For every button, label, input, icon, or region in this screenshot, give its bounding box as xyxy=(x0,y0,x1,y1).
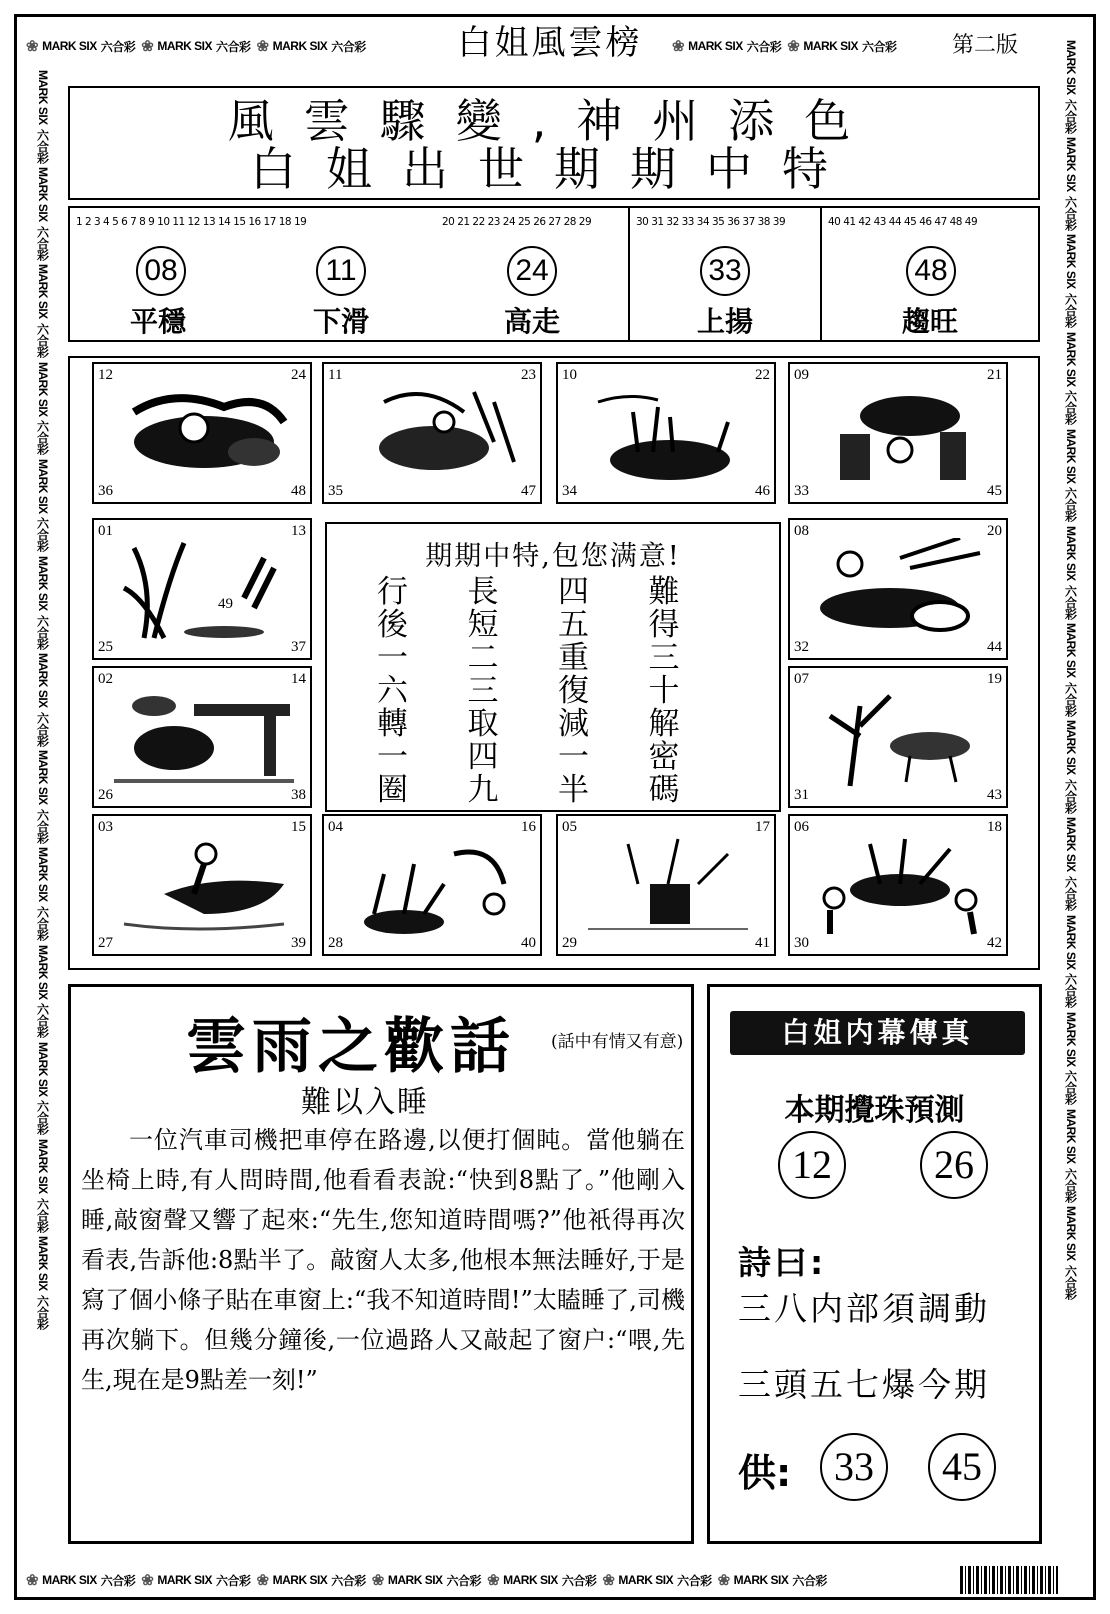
watermark-tile xyxy=(257,37,366,55)
watermark-latin: MARK SIX xyxy=(36,1138,50,1194)
watermark-cjk: 六合彩 xyxy=(35,128,50,164)
watermark-latin: MARK SIX xyxy=(1064,1206,1078,1261)
watermark-latin: MARK SIX xyxy=(1064,1011,1078,1067)
watermark-tile xyxy=(35,653,52,746)
watermark-latin: MARK SIX xyxy=(36,847,50,903)
card-number: 14 xyxy=(291,671,306,687)
riddle-poem-box xyxy=(325,522,781,812)
card-number: 31 xyxy=(794,787,809,803)
poem-char: 半 xyxy=(558,772,589,808)
watermark-strip-right xyxy=(1056,40,1086,1560)
card-number: 40 xyxy=(521,935,536,951)
watermark-tile xyxy=(1063,915,1080,1008)
card-number: 34 xyxy=(562,483,577,499)
flower-icon: ❀ xyxy=(602,1572,615,1589)
card-number: 25 xyxy=(98,639,113,655)
card-number: 45 xyxy=(987,483,1002,499)
watermark-latin: MARK SIX xyxy=(1064,137,1078,192)
number-column xyxy=(246,208,436,340)
ink-painting-image xyxy=(114,538,294,644)
ink-painting-image xyxy=(114,834,294,940)
trend-label: 平穩 xyxy=(129,305,186,338)
number-panel xyxy=(68,206,1040,342)
card-number: 33 xyxy=(794,483,809,499)
flower-icon: ❀ xyxy=(371,1572,384,1589)
number-column xyxy=(820,208,1038,340)
watermark-cjk: 六合彩 xyxy=(216,39,251,54)
watermark-cjk: 六合彩 xyxy=(35,1100,50,1135)
watermark-tile xyxy=(672,37,781,55)
number-circle: 24 xyxy=(507,246,557,296)
watermark-cjk: 六合彩 xyxy=(561,1573,597,1588)
card-number: 35 xyxy=(328,483,343,499)
watermark-latin: MARK SIX xyxy=(36,264,50,320)
insider-box xyxy=(707,984,1042,1544)
watermark-latin: MARK SIX xyxy=(42,1573,97,1587)
card-number: 39 xyxy=(291,935,306,951)
predict-label: 本期攪珠預測 xyxy=(784,1093,965,1128)
watermark-tile xyxy=(602,1571,711,1589)
card-number: 23 xyxy=(521,367,536,383)
watermark-tile xyxy=(35,556,52,649)
barcode xyxy=(960,1566,1058,1594)
watermark-tile xyxy=(787,37,896,55)
flower-icon: ❀ xyxy=(487,1572,500,1589)
watermark-cjk: 六合彩 xyxy=(1063,390,1078,425)
card-number: 19 xyxy=(987,671,1002,687)
poem-char: 六 xyxy=(377,673,408,709)
watermark-latin: MARK SIX xyxy=(503,1573,558,1587)
watermark-latin: MARK SIX xyxy=(36,458,50,514)
watermark-tile xyxy=(1063,332,1080,425)
poem-char: 十 xyxy=(648,673,680,709)
watermark-cjk: 六合彩 xyxy=(1063,681,1078,717)
card-number: 32 xyxy=(794,639,809,655)
number-circle: 08 xyxy=(136,246,186,296)
card-number: 16 xyxy=(521,819,536,835)
story-subtitle: (話中有情又有意) xyxy=(551,1032,684,1052)
picture-card xyxy=(92,814,312,956)
flower-icon: ❀ xyxy=(141,38,154,55)
watermark-latin: MARK SIX xyxy=(36,555,50,611)
story-text: 一位汽車司機把車停在路邊,以便打個盹。當他躺在坐椅上時,有人問時間,他看看表說:“快到8點了。”他剛入睡,敲窗聲又響了起來:“先生,您知道時間嗎?”他衹得再次看表,告訴他:8點半了。敲窗人太多,他根本無法睡好,于是寫了個小條子貼在車窗上:“我不知道時間!”太瞌睡了,司機再次躺下。但幾分鐘後,一位過路人又敲起了窗户:“喂,先生,現在是9點差一刻!” xyxy=(81,1126,685,1394)
watermark-latin: MARK SIX xyxy=(1064,623,1078,678)
mini-number-row: 30 31 32 33 34 35 36 37 38 39 xyxy=(636,216,786,228)
poem-line: 三頭五七爆今期 xyxy=(738,1365,990,1404)
watermark-cjk: 六合彩 xyxy=(1063,876,1078,911)
flower-icon: ❀ xyxy=(787,38,800,55)
ink-painting-image xyxy=(114,382,294,488)
watermark-tile xyxy=(1063,1109,1080,1202)
watermark-latin: MARK SIX xyxy=(157,39,213,53)
poem-char: 密 xyxy=(648,739,680,775)
ink-painting-image xyxy=(810,834,990,940)
watermark-latin: MARK SIX xyxy=(36,167,50,222)
picture-card xyxy=(788,362,1008,504)
card-number: 09 xyxy=(794,367,809,383)
watermark-latin: MARK SIX xyxy=(36,361,50,417)
watermark-latin: MARK SIX xyxy=(36,653,50,708)
card-number: 27 xyxy=(98,935,113,951)
poem-char: 取 xyxy=(467,706,499,742)
watermark-cjk: 六合彩 xyxy=(35,1003,50,1038)
card-number: 17 xyxy=(755,819,770,835)
picture-card xyxy=(788,518,1008,660)
number-column xyxy=(628,208,820,340)
flower-icon: ❀ xyxy=(672,38,685,55)
trend-label: 下滑 xyxy=(312,305,369,338)
poem-char: 轉 xyxy=(377,706,408,742)
card-number: 46 xyxy=(755,483,770,499)
card-number: 37 xyxy=(291,639,306,655)
watermark-cjk: 六合彩 xyxy=(35,711,50,747)
watermark-cjk: 六合彩 xyxy=(1063,584,1078,620)
card-number: 10 xyxy=(562,367,577,383)
watermark-cjk: 六合彩 xyxy=(746,39,782,54)
card-number: 41 xyxy=(755,935,770,951)
watermark-tile xyxy=(35,847,52,940)
flower-icon: ❀ xyxy=(256,1572,269,1589)
card-number: 22 xyxy=(755,367,770,383)
number-circle: 48 xyxy=(906,246,956,296)
watermark-latin: MARK SIX xyxy=(1064,428,1078,484)
story-heading: 難以入睡 xyxy=(301,1085,429,1120)
watermark-tile xyxy=(141,1571,250,1589)
poem-char: 三 xyxy=(467,673,499,709)
watermark-cjk: 六合彩 xyxy=(100,1573,136,1588)
watermark-latin: MARK SIX xyxy=(272,39,328,53)
card-number: 36 xyxy=(98,483,113,499)
card-number: 02 xyxy=(98,671,113,687)
poem-char: 一 xyxy=(377,640,408,676)
slogan-line-2: 白姐出世期期中特 xyxy=(250,142,858,196)
watermark-cjk: 六合彩 xyxy=(35,420,50,455)
watermark-tile xyxy=(1063,1206,1080,1299)
card-number: 04 xyxy=(328,819,343,835)
mini-number-row: 40 41 42 43 44 45 46 47 48 49 xyxy=(828,216,978,228)
watermark-latin: MARK SIX xyxy=(36,944,50,1000)
ink-painting-image xyxy=(578,382,758,488)
watermark-tile xyxy=(141,37,250,55)
watermark-strip-left xyxy=(28,70,58,1560)
picture-card xyxy=(322,814,542,956)
watermark-cjk: 六合彩 xyxy=(1063,487,1078,522)
poem-char: 碼 xyxy=(648,772,680,808)
riddle-poem-title: 期期中特,包您满意! xyxy=(425,541,681,572)
watermark-tile xyxy=(35,1236,52,1329)
picture-card xyxy=(788,666,1008,808)
watermark-tile xyxy=(35,1042,52,1135)
watermark-cjk: 六合彩 xyxy=(35,1294,50,1330)
picture-card xyxy=(92,666,312,808)
watermark-tile xyxy=(372,1571,481,1589)
watermark-tile xyxy=(487,1571,596,1589)
watermark-cjk: 六合彩 xyxy=(331,1573,366,1588)
watermark-latin: MARK SIX xyxy=(36,1041,50,1097)
number-column xyxy=(436,208,628,340)
watermark-tile xyxy=(257,1571,366,1589)
watermark-cjk: 六合彩 xyxy=(446,1573,482,1588)
poem-char: 四 xyxy=(467,739,499,775)
watermark-tile xyxy=(1063,817,1080,910)
trend-label: 高走 xyxy=(503,305,560,338)
card-number: 01 xyxy=(98,523,113,539)
watermark-tile xyxy=(35,945,52,1038)
card-number: 21 xyxy=(987,367,1002,383)
poem-char: 五 xyxy=(558,607,589,643)
card-number: 30 xyxy=(794,935,809,951)
predict-number: 12 xyxy=(778,1131,846,1199)
poem-char: 重 xyxy=(558,640,589,676)
watermark-tile xyxy=(1063,429,1080,522)
card-number: 47 xyxy=(521,483,536,499)
poem-char: 三 xyxy=(648,640,680,676)
insider-banner: 白姐内幕傳真 xyxy=(730,1011,1025,1055)
card-number: 18 xyxy=(987,819,1002,835)
watermark-tile xyxy=(26,37,135,55)
ink-painting-image xyxy=(810,686,990,792)
card-number: 20 xyxy=(987,523,1002,539)
watermark-latin: MARK SIX xyxy=(1064,914,1078,970)
watermark-tile xyxy=(1063,526,1080,619)
ink-painting-image xyxy=(810,382,990,488)
watermark-latin: MARK SIX xyxy=(1064,720,1078,775)
poem-char: 難 xyxy=(648,574,680,610)
watermark-tile xyxy=(1063,1012,1080,1105)
watermark-cjk: 六合彩 xyxy=(35,614,50,650)
watermark-tile xyxy=(35,459,52,552)
mini-number-row: 1 2 3 4 5 6 7 8 9 10 11 12 13 14 15 16 17 18 19 xyxy=(76,216,307,228)
edition-label: 第二版 xyxy=(952,33,1019,58)
watermark-cjk: 六合彩 xyxy=(677,1573,712,1588)
watermark-cjk: 六合彩 xyxy=(1063,98,1078,134)
story-box xyxy=(68,984,694,1544)
poem-char: 行 xyxy=(377,574,408,610)
card-number: 44 xyxy=(987,639,1002,655)
watermark-tile xyxy=(1063,720,1080,813)
picture-card xyxy=(322,362,542,504)
watermark-cjk: 六合彩 xyxy=(1063,778,1078,814)
picture-card xyxy=(556,362,776,504)
watermark-cjk: 六合彩 xyxy=(862,39,897,54)
picture-card xyxy=(92,518,312,660)
watermark-latin: MARK SIX xyxy=(803,39,859,53)
ink-painting-image xyxy=(344,834,524,940)
number-circle: 33 xyxy=(700,246,750,296)
card-number: 12 xyxy=(98,367,113,383)
watermark-latin: MARK SIX xyxy=(36,750,50,805)
watermark-cjk: 六合彩 xyxy=(792,1573,827,1588)
slogan-line-1: 風雲驟變,神州添色 xyxy=(227,94,881,148)
watermark-tile xyxy=(1063,623,1080,716)
card-number: 26 xyxy=(98,787,113,803)
flower-icon: ❀ xyxy=(256,38,269,55)
poem-char: 一 xyxy=(558,739,589,775)
poem-char: 九 xyxy=(467,772,499,808)
page-title: 白姐風雲榜 xyxy=(457,23,643,63)
poem-char: 解 xyxy=(648,706,680,742)
poem-label: 詩曰: xyxy=(738,1243,827,1282)
watermark-strip-top-left xyxy=(26,32,426,60)
watermark-strip-top-right xyxy=(672,32,944,60)
watermark-latin: MARK SIX xyxy=(387,1573,443,1587)
card-number: 48 xyxy=(291,483,306,499)
watermark-strip-bottom xyxy=(26,1566,956,1594)
watermark-cjk: 六合彩 xyxy=(1063,293,1078,328)
watermark-latin: MARK SIX xyxy=(42,39,97,53)
watermark-tile xyxy=(35,70,52,163)
watermark-tile xyxy=(35,264,52,357)
mini-number-row: 20 21 22 23 24 25 26 27 28 29 xyxy=(442,216,592,228)
card-number: 49 xyxy=(218,596,233,612)
card-number: 03 xyxy=(98,819,113,835)
picture-card xyxy=(556,814,776,956)
watermark-latin: MARK SIX xyxy=(688,39,743,53)
card-number: 28 xyxy=(328,935,343,951)
number-column xyxy=(70,208,307,340)
watermark-latin: MARK SIX xyxy=(1064,331,1078,387)
trend-label: 趨旺 xyxy=(901,305,958,338)
card-number: 07 xyxy=(794,671,809,687)
watermark-cjk: 六合彩 xyxy=(1063,1264,1078,1300)
poem-char: 長 xyxy=(467,574,499,610)
watermark-cjk: 六合彩 xyxy=(35,323,50,358)
picture-card xyxy=(92,362,312,504)
card-number: 15 xyxy=(291,819,306,835)
watermark-cjk: 六合彩 xyxy=(35,517,50,552)
flower-icon: ❀ xyxy=(26,1572,39,1589)
watermark-latin: MARK SIX xyxy=(1064,817,1078,873)
watermark-cjk: 六合彩 xyxy=(216,1573,251,1588)
poem-char: 短 xyxy=(467,607,499,643)
card-number: 24 xyxy=(291,367,306,383)
card-number: 42 xyxy=(987,935,1002,951)
poem-char: 得 xyxy=(648,607,680,643)
watermark-latin: MARK SIX xyxy=(618,1573,674,1587)
poem-char: 一 xyxy=(377,739,408,775)
picture-card xyxy=(788,814,1008,956)
watermark-latin: MARK SIX xyxy=(36,1236,50,1291)
supply-label: 供: xyxy=(738,1451,792,1495)
watermark-cjk: 六合彩 xyxy=(331,39,366,54)
watermark-latin: MARK SIX xyxy=(733,1573,789,1587)
flower-icon: ❀ xyxy=(717,1572,730,1589)
watermark-cjk: 六合彩 xyxy=(35,906,50,941)
poem-char: 二 xyxy=(467,640,499,676)
slogan-box xyxy=(68,86,1040,200)
watermark-latin: MARK SIX xyxy=(36,70,50,125)
watermark-cjk: 六合彩 xyxy=(100,39,136,54)
watermark-tile xyxy=(35,362,52,455)
watermark-cjk: 六合彩 xyxy=(1063,1167,1078,1203)
card-number: 05 xyxy=(562,819,577,835)
predict-number: 26 xyxy=(920,1131,988,1199)
watermark-tile xyxy=(718,1571,827,1589)
card-number: 43 xyxy=(987,787,1002,803)
supply-number: 45 xyxy=(928,1433,996,1501)
flower-icon: ❀ xyxy=(26,38,39,55)
watermark-latin: MARK SIX xyxy=(1064,1108,1078,1164)
card-number: 08 xyxy=(794,523,809,539)
poem-char: 減 xyxy=(558,706,589,742)
watermark-tile xyxy=(1063,137,1080,230)
watermark-latin: MARK SIX xyxy=(157,1573,213,1587)
poem-char: 復 xyxy=(558,673,589,709)
ink-painting-image xyxy=(114,686,294,792)
card-number: 29 xyxy=(562,935,577,951)
watermark-tile xyxy=(35,1139,52,1232)
watermark-latin: MARK SIX xyxy=(1064,40,1078,95)
flower-icon: ❀ xyxy=(141,1572,154,1589)
poem-line: 三八内部須調動 xyxy=(738,1289,990,1328)
watermark-cjk: 六合彩 xyxy=(1063,195,1078,231)
trend-label: 上揚 xyxy=(696,305,753,338)
card-number: 06 xyxy=(794,819,809,835)
card-number: 38 xyxy=(291,787,306,803)
ink-painting-image xyxy=(810,538,990,644)
ink-painting-image xyxy=(578,834,758,940)
number-circle: 11 xyxy=(316,246,366,296)
watermark-tile xyxy=(26,1571,135,1589)
poem-char: 四 xyxy=(558,574,589,610)
watermark-tile xyxy=(1063,40,1080,133)
watermark-latin: MARK SIX xyxy=(1064,525,1078,581)
poem-char: 後 xyxy=(377,607,408,643)
story-title: 雲雨之歡話 xyxy=(186,1012,516,1082)
card-number: 11 xyxy=(328,367,343,383)
watermark-tile xyxy=(1063,234,1080,327)
riddle-poem-grid xyxy=(377,576,739,807)
poem-char: 圈 xyxy=(377,772,408,808)
ink-painting-image xyxy=(344,382,524,488)
watermark-cjk: 六合彩 xyxy=(1063,973,1078,1008)
watermark-tile xyxy=(35,167,52,260)
watermark-latin: MARK SIX xyxy=(272,1573,328,1587)
supply-number: 33 xyxy=(820,1433,888,1501)
watermark-cjk: 六合彩 xyxy=(35,1197,50,1233)
card-number: 13 xyxy=(291,523,306,539)
watermark-latin: MARK SIX xyxy=(1064,234,1078,290)
watermark-tile xyxy=(35,750,52,843)
watermark-cjk: 六合彩 xyxy=(35,808,50,844)
watermark-cjk: 六合彩 xyxy=(35,225,50,261)
watermark-cjk: 六合彩 xyxy=(1063,1070,1078,1105)
